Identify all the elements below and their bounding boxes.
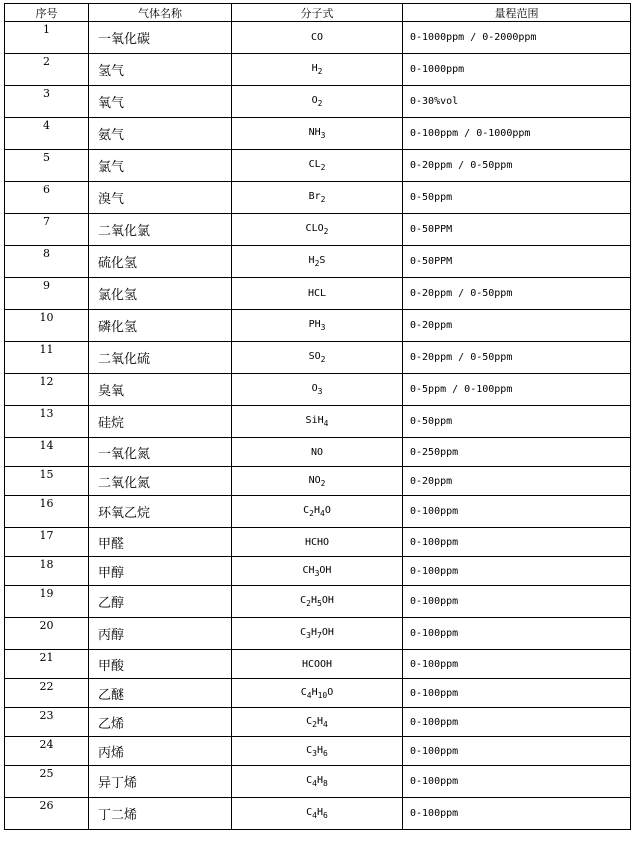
formula-text: C (306, 807, 313, 818)
table-row (5, 557, 631, 586)
gas-name: 环氧乙烷 (89, 496, 232, 528)
row-index: 7 (5, 214, 89, 246)
formula-text: O (311, 95, 318, 106)
formula-subscript: 2 (323, 227, 329, 236)
gas-name: 溴气 (89, 182, 232, 214)
row-index: 13 (5, 406, 89, 438)
formula-text: H (308, 255, 315, 266)
formula-text: C (306, 715, 313, 727)
formula-cell (232, 586, 403, 618)
table-row (5, 766, 631, 798)
formula-text: CH (302, 564, 315, 576)
range-value: 0-100ppm (403, 650, 631, 679)
range-value: 0-20ppm / 0-50ppm (403, 150, 631, 182)
table-row (5, 54, 631, 86)
formula-text: H (310, 595, 317, 606)
gas-name: 乙醇 (89, 586, 232, 618)
gas-name: 丁二烯 (89, 798, 232, 830)
formula-text: O (311, 383, 318, 394)
formula-subscript: 3 (312, 748, 317, 758)
formula-subscript: 5 (317, 599, 322, 608)
formula-text: OH (319, 564, 332, 576)
row-index: 25 (5, 766, 89, 798)
gas-name: 乙烯 (89, 708, 232, 737)
row-index: 17 (5, 528, 89, 557)
formula-subscript: 2 (317, 67, 323, 76)
formula-subscript: 4 (320, 509, 325, 518)
formula-cell (232, 214, 403, 246)
formula-subscript: 2 (309, 509, 314, 518)
formula-subscript: 3 (317, 387, 323, 396)
formula-text: NH (308, 127, 321, 138)
range-value: 0-250ppm (403, 438, 631, 467)
gas-name: 丙烯 (89, 737, 232, 766)
formula-text: O (324, 505, 331, 516)
range-value: 0-20ppm (403, 467, 631, 496)
table-row (5, 586, 631, 618)
formula-text: NO (310, 446, 324, 458)
table-row (5, 374, 631, 406)
header-range: 量程范围 (403, 4, 631, 22)
range-value: 0-100ppm (403, 766, 631, 798)
range-value: 0-20ppm / 0-50ppm (403, 342, 631, 374)
formula-subscript: 6 (323, 811, 328, 820)
range-value: 0-1000ppm / 0-2000ppm (403, 22, 631, 54)
row-index: 26 (5, 798, 89, 830)
formula-subscript: 3 (320, 323, 326, 332)
row-index: 12 (5, 374, 89, 406)
formula-cell (232, 798, 403, 830)
table-row (5, 214, 631, 246)
formula-cell (232, 708, 403, 737)
formula-text: SO (308, 351, 321, 362)
gas-name: 硫化氢 (89, 246, 232, 278)
table-row (5, 342, 631, 374)
formula-text: PH (308, 319, 321, 330)
gas-name: 丙醇 (89, 618, 232, 650)
gas-name: 氨气 (89, 118, 232, 150)
row-index: 22 (5, 679, 89, 708)
table-row (5, 798, 631, 830)
formula-cell (232, 342, 403, 374)
formula-text: HCOOH (301, 658, 333, 670)
row-index: 10 (5, 310, 89, 342)
gas-name: 甲醇 (89, 557, 232, 586)
range-value: 0-1000ppm (403, 54, 631, 86)
table-row (5, 438, 631, 467)
formula-subscript: 4 (323, 419, 329, 428)
range-value: 0-100ppm (403, 618, 631, 650)
gas-range-table (4, 3, 631, 830)
formula-subscript: 4 (312, 779, 317, 788)
range-value: 0-100ppm (403, 586, 631, 618)
gas-name: 二氧化硫 (89, 342, 232, 374)
formula-cell (232, 374, 403, 406)
table-row (5, 708, 631, 737)
formula-subscript: 10 (317, 690, 328, 700)
row-index: 19 (5, 586, 89, 618)
row-index: 24 (5, 737, 89, 766)
formula-subscript: 3 (306, 631, 311, 640)
formula-text: C (300, 627, 307, 638)
formula-text: H (317, 807, 324, 818)
formula-subscript: 3 (314, 568, 320, 578)
formula-cell (232, 650, 403, 679)
table-body (5, 22, 631, 830)
range-value: 0-20ppm (403, 310, 631, 342)
table-row (5, 737, 631, 766)
formula-text: HCL (307, 288, 327, 299)
range-value: 0-100ppm (403, 679, 631, 708)
formula-subscript: 2 (317, 99, 323, 108)
formula-subscript: 4 (312, 811, 317, 820)
formula-text: NO (308, 474, 321, 486)
range-value: 0-100ppm / 0-1000ppm (403, 118, 631, 150)
row-index: 4 (5, 118, 89, 150)
formula-subscript: 2 (314, 259, 320, 268)
table-row (5, 650, 631, 679)
row-index: 14 (5, 438, 89, 467)
table-row (5, 246, 631, 278)
formula-text: SiH (305, 415, 324, 426)
row-index: 15 (5, 467, 89, 496)
formula-text: H (311, 63, 318, 74)
formula-text: H (317, 775, 324, 786)
formula-subscript: 2 (320, 163, 326, 172)
formula-text: O (327, 686, 334, 698)
row-index: 18 (5, 557, 89, 586)
formula-subscript: 2 (320, 355, 326, 364)
formula-cell (232, 54, 403, 86)
gas-name: 臭氧 (89, 374, 232, 406)
header-gas-name: 气体名称 (89, 4, 232, 22)
formula-text: Br (308, 191, 321, 202)
table-row (5, 618, 631, 650)
formula-text: CLO (305, 223, 324, 234)
range-value: 0-30%vol (403, 86, 631, 118)
gas-name: 氯气 (89, 150, 232, 182)
formula-text: H (310, 627, 317, 638)
formula-subscript: 4 (306, 690, 312, 700)
row-index: 23 (5, 708, 89, 737)
range-value: 0-100ppm (403, 708, 631, 737)
formula-text: C (303, 505, 310, 516)
table-row (5, 496, 631, 528)
table-row (5, 679, 631, 708)
row-index: 16 (5, 496, 89, 528)
formula-text: CL (308, 159, 321, 170)
formula-cell (232, 618, 403, 650)
gas-name: 甲醛 (89, 528, 232, 557)
formula-subscript: 2 (312, 719, 317, 729)
table-row (5, 310, 631, 342)
row-index: 20 (5, 618, 89, 650)
gas-name: 硅烷 (89, 406, 232, 438)
formula-subscript: 3 (320, 131, 326, 140)
formula-text: C (300, 686, 307, 698)
formula-text: H (313, 505, 321, 516)
formula-text: C (306, 744, 313, 756)
formula-text: CO (310, 32, 324, 43)
gas-name: 一氧化氮 (89, 438, 232, 467)
gas-name: 二氧化氮 (89, 467, 232, 496)
formula-text: H (317, 715, 324, 727)
gas-name: 甲酸 (89, 650, 232, 679)
formula-cell (232, 679, 403, 708)
formula-cell (232, 528, 403, 557)
formula-text: C (306, 775, 313, 786)
table-row (5, 182, 631, 214)
gas-name: 一氧化碳 (89, 22, 232, 54)
formula-cell (232, 246, 403, 278)
formula-cell (232, 496, 403, 528)
range-value: 0-100ppm (403, 737, 631, 766)
header-formula: 分子式 (232, 4, 403, 22)
row-index: 6 (5, 182, 89, 214)
range-value: 0-100ppm (403, 557, 631, 586)
formula-cell (232, 86, 403, 118)
formula-subscript: 7 (317, 631, 322, 640)
formula-subscript: 2 (320, 195, 326, 204)
row-index: 8 (5, 246, 89, 278)
table-row (5, 406, 631, 438)
row-index: 3 (5, 86, 89, 118)
row-index: 21 (5, 650, 89, 679)
formula-text: H (317, 744, 324, 756)
formula-text: C (300, 595, 307, 606)
table-row (5, 22, 631, 54)
formula-subscript: 8 (323, 779, 328, 788)
row-index: 2 (5, 54, 89, 86)
gas-name: 氧气 (89, 86, 232, 118)
formula-text: OH (321, 627, 334, 638)
formula-text: S (319, 255, 326, 266)
table-row (5, 528, 631, 557)
table-row (5, 278, 631, 310)
table-row (5, 150, 631, 182)
formula-cell (232, 766, 403, 798)
formula-cell (232, 310, 403, 342)
formula-cell (232, 278, 403, 310)
range-value: 0-5ppm / 0-100ppm (403, 374, 631, 406)
table-row (5, 118, 631, 150)
range-value: 0-100ppm (403, 528, 631, 557)
formula-cell (232, 467, 403, 496)
range-value: 0-50ppm (403, 182, 631, 214)
gas-name: 二氧化氯 (89, 214, 232, 246)
formula-cell (232, 118, 403, 150)
formula-cell (232, 737, 403, 766)
table-row (5, 467, 631, 496)
formula-cell (232, 406, 403, 438)
range-value: 0-50ppm (403, 406, 631, 438)
row-index: 9 (5, 278, 89, 310)
gas-name: 异丁烯 (89, 766, 232, 798)
formula-cell (232, 557, 403, 586)
formula-cell (232, 22, 403, 54)
formula-subscript: 4 (323, 719, 328, 729)
formula-subscript: 2 (320, 478, 326, 488)
formula-text: H (311, 686, 318, 698)
range-value: 0-100ppm (403, 798, 631, 830)
row-index: 11 (5, 342, 89, 374)
gas-name: 磷化氢 (89, 310, 232, 342)
gas-name: 乙醚 (89, 679, 232, 708)
formula-subscript: 6 (323, 748, 328, 758)
range-value: 0-20ppm / 0-50ppm (403, 278, 631, 310)
row-index: 1 (5, 22, 89, 54)
row-index: 5 (5, 150, 89, 182)
formula-cell (232, 438, 403, 467)
table-header-row (5, 4, 631, 22)
formula-cell (232, 182, 403, 214)
formula-cell (232, 150, 403, 182)
gas-name: 氢气 (89, 54, 232, 86)
header-index: 序号 (5, 4, 89, 22)
range-value: 0-50PPM (403, 246, 631, 278)
range-value: 0-50PPM (403, 214, 631, 246)
gas-name: 氯化氢 (89, 278, 232, 310)
formula-subscript: 2 (306, 599, 311, 608)
formula-text: HCHO (304, 536, 330, 548)
table-row (5, 86, 631, 118)
formula-text: OH (321, 595, 334, 606)
range-value: 0-100ppm (403, 496, 631, 528)
